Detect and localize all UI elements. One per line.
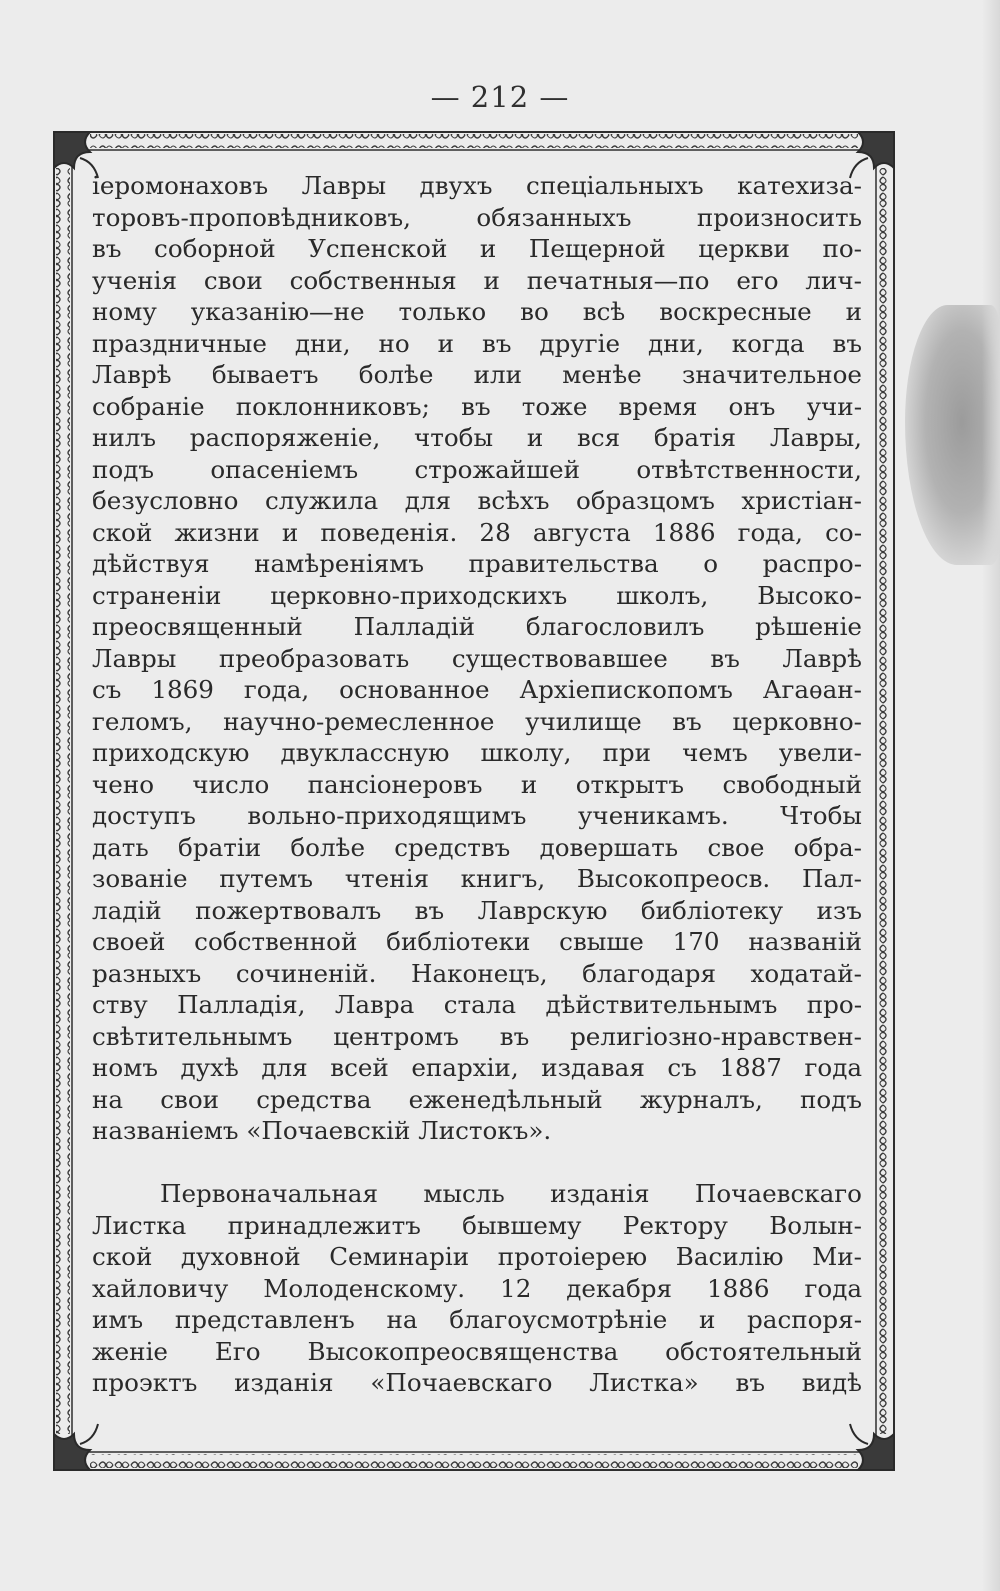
text-line: чено число пансіонеровъ и открытъ свободный [92,769,862,799]
text-line: зованіе путемъ чтенія книгъ, Высокопреосв. Пал- [92,864,862,893]
text-line: свѣтительнымъ центромъ въ религіозно-нравствен- [92,1021,862,1051]
text-line: имъ представленъ на благоусмотрѣніе и распоря- [92,1305,862,1334]
text-line: геломъ, научно-ремесленное училище въ церковно- [92,706,862,736]
text-line: дѣйствуя намѣреніямъ правительства о распро- [92,549,862,578]
text-line: праздничные дни, но и въ другіе дни, когда въ [92,328,862,358]
text-line: доступъ вольно-приходящимъ ученикамъ. Чтобы [92,801,862,830]
text-line: собраніе поклонниковъ; въ тоже время онъ учи- [92,391,862,421]
text-line: Лавры преобразовать существовавшее въ Лаврѣ [92,643,862,673]
text-line: ладій пожертвовалъ въ Лаврскую библіотеку изъ [92,895,862,925]
text-line: съ 1869 года, основанное Архіепископомъ Агаѳан- [92,675,862,704]
page-number: — 212 — [430,80,570,114]
text-line: нилъ распоряженіе, чтобы и вся братія Лавры, [92,423,862,452]
text-line: Лаврѣ бываетъ болѣе или менѣе значительное [92,360,862,389]
text-line: своей собственной библіотеки свыше 170 названій [92,927,862,956]
text-line: ству Палладія, Лавра стала дѣйствительнымъ про- [92,990,862,1019]
text-line: на свои средства еженедѣльный журналъ, подъ [92,1084,862,1114]
text-line: проэктъ изданія «Почаевскаго Листка» въ видѣ [92,1368,862,1397]
text-line: названіемъ «Почаевскій Листокъ». [92,1116,552,1145]
text-line: іеромонаховъ Лавры двухъ спеціальныхъ катехиза- [92,171,862,200]
text-line: въ соборной Успенской и Пещерной церкви по- [92,234,862,263]
main-text [92,170,862,1399]
text-line: разныхъ сочиненій. Наконецъ, благодаря ходатай- [92,958,862,988]
text-line: хайловичу Молоденскому. 12 декабря 1886 года [92,1273,862,1303]
text-line: Первоначальная мысль изданія Почаевскаго [160,1179,862,1208]
text-line: подъ опасеніемъ строжайшей отвѣтственности, [92,454,862,484]
text-line: ской духовной Семинаріи протоіерею Василію Ми- [92,1242,862,1271]
text-line: женіе Его Высокопреосвященства обстоятельный [92,1336,862,1366]
page-edge-shadow [982,0,1000,1591]
text-line: ному указанію—не только во всѣ воскресные и [92,297,862,326]
text-line: страненіи церковно-приходскихъ школъ, Высоко- [92,580,862,610]
text-line: дать братіи болѣе средствъ довершать свое обра- [92,832,862,862]
paragraph-gap [92,1147,862,1179]
text-line: торовъ-проповѣдниковъ, обязанныхъ произносить [92,202,862,232]
text-line: преосвященный Палладій благословилъ рѣшеніе [92,612,862,641]
text-line: приходскую двуклассную школу, при чемъ увели- [92,738,862,767]
text-line: номъ духѣ для всей епархіи, издавая съ 1887 года [92,1053,862,1082]
text-line: безусловно служила для всѣхъ образцомъ христіан- [92,486,862,515]
text-line: Листка принадлежитъ бывшему Ректору Волын- [92,1210,862,1240]
text-line: ской жизни и поведенія. 28 августа 1886 года, со- [92,517,862,547]
text-line: ученія свои собственныя и печатныя—по его лич- [92,265,862,295]
